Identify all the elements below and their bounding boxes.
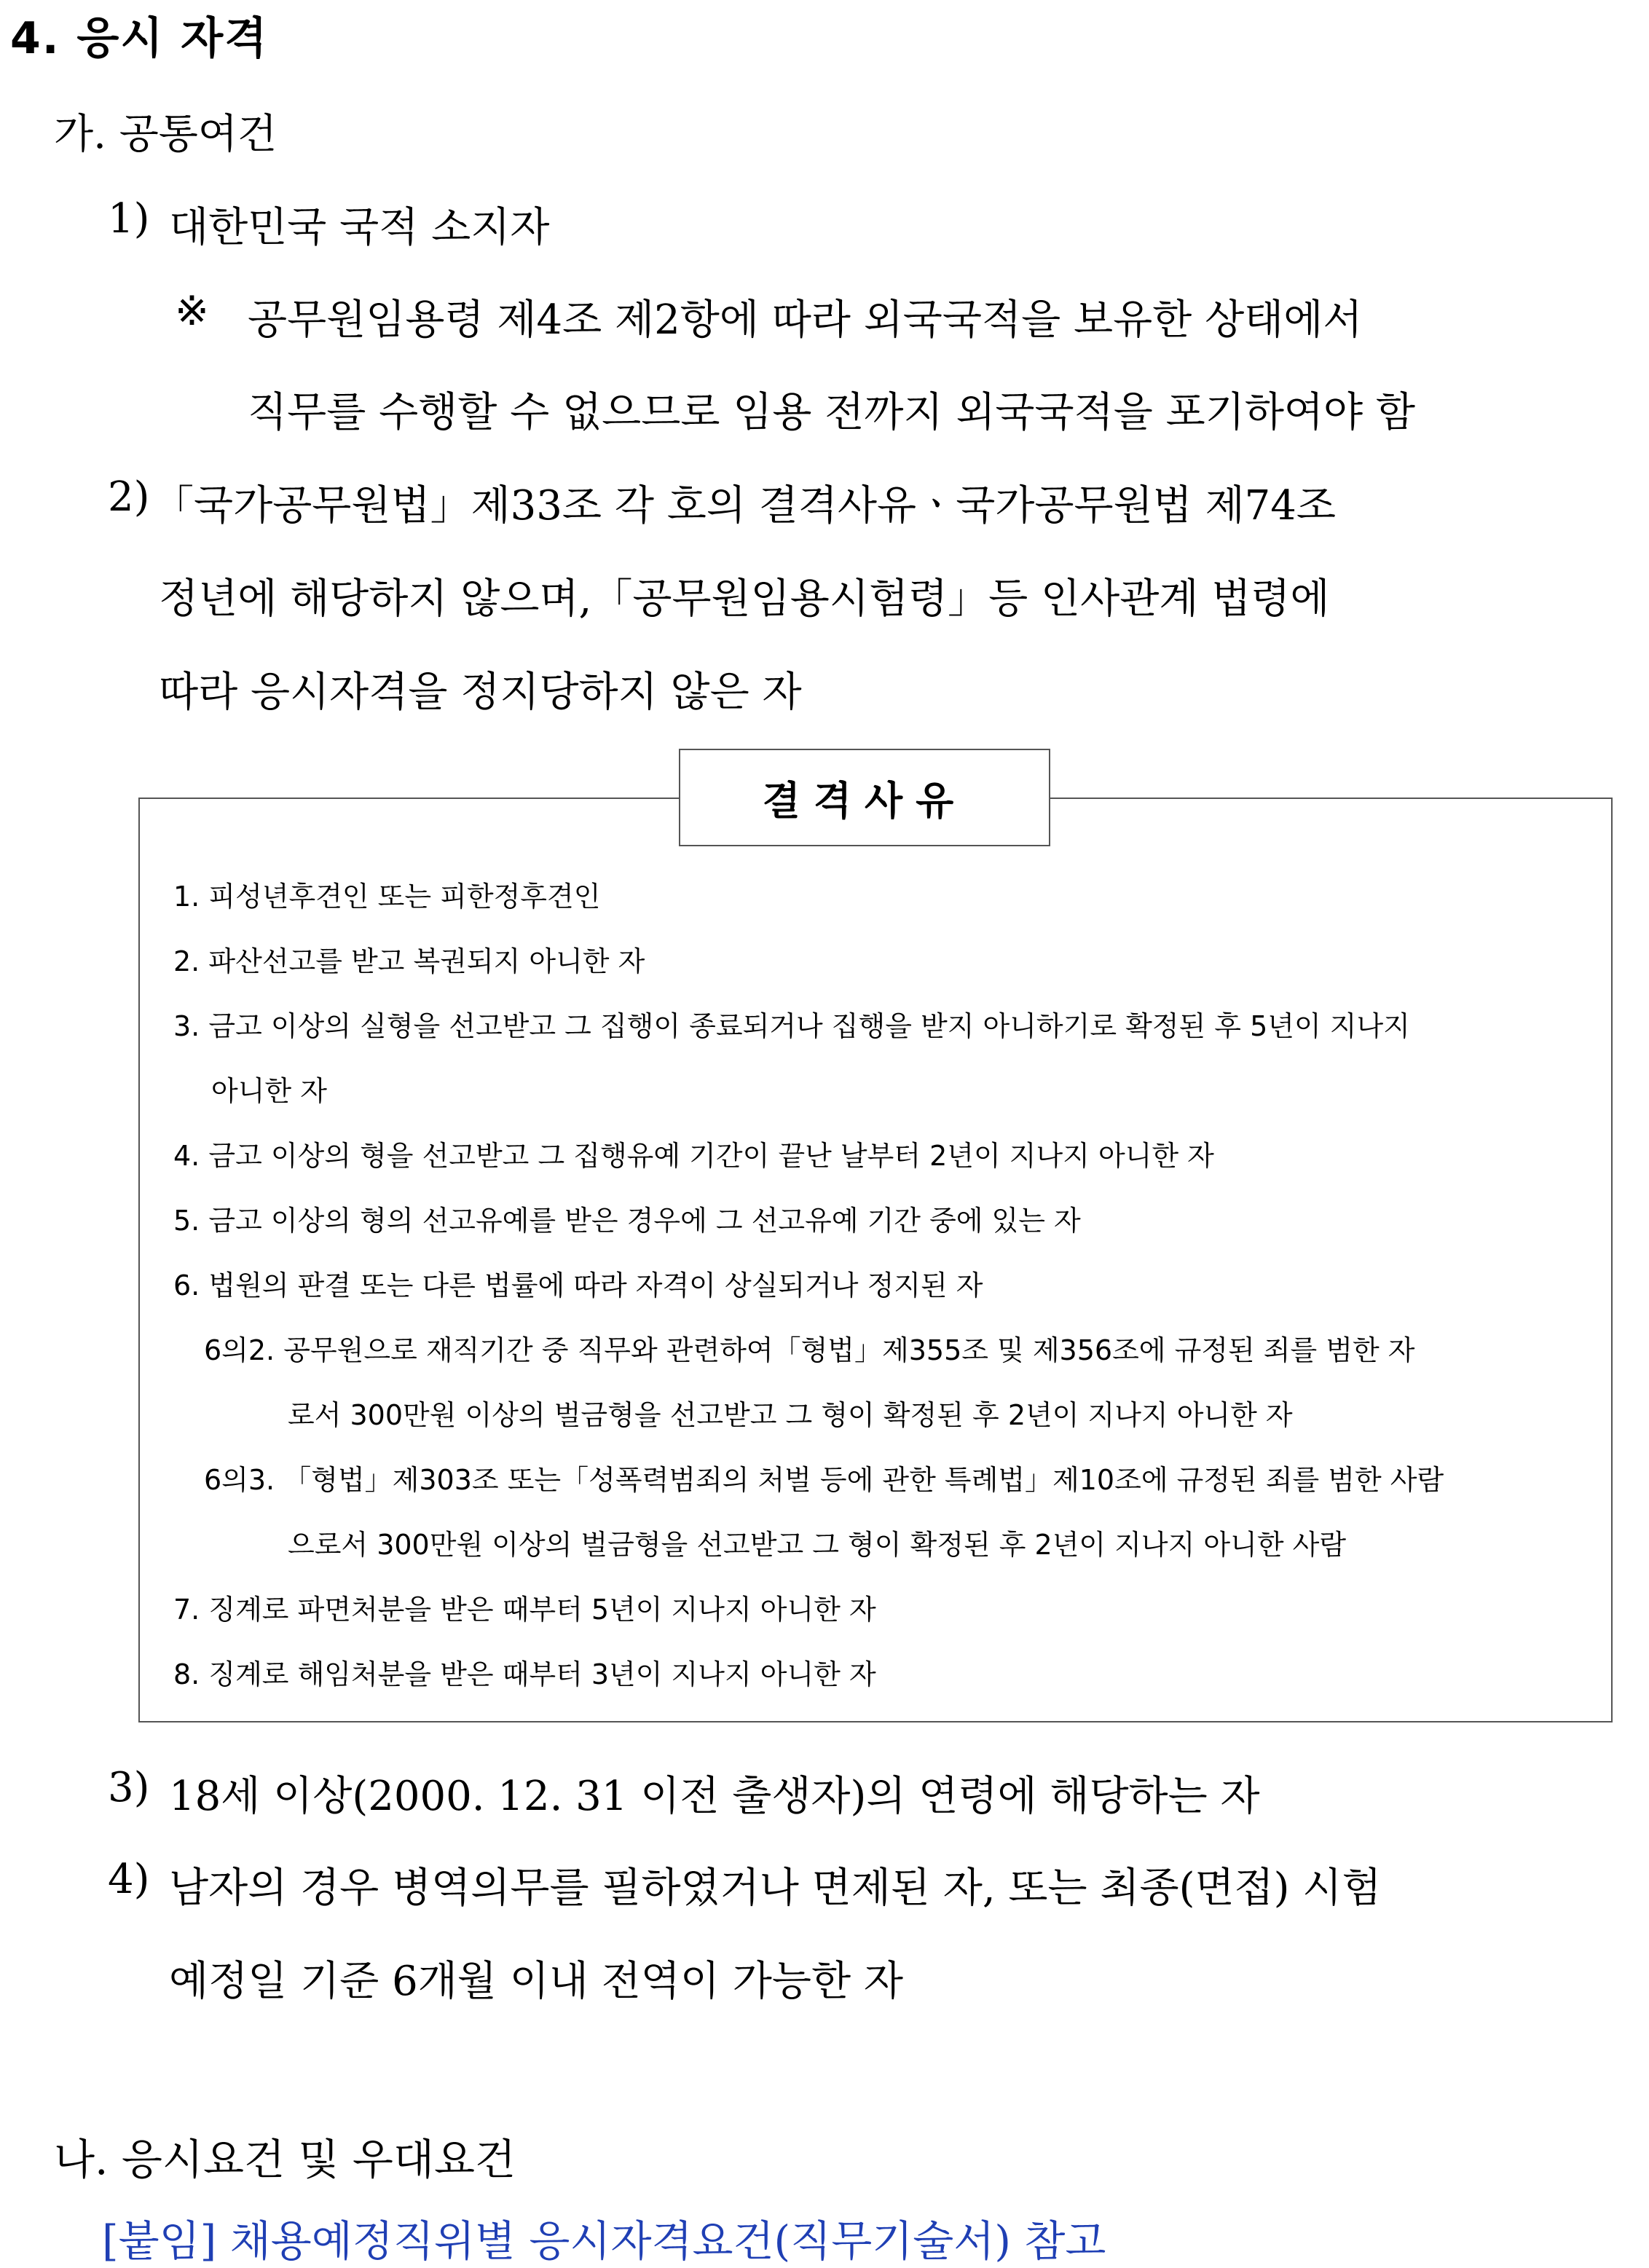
- item-1-number: 1): [108, 195, 150, 243]
- requirements-heading: 나. 응시요건 및 우대요건: [54, 2135, 516, 2184]
- list-item-text: 「형법」제303조 또는「성폭력범죄의 처벌 등에 관한 특례법」제10조에 규정된 죄를 범한 사람: [283, 1464, 1444, 1496]
- item-1-text: 대한민국 국적 소지자: [169, 204, 550, 251]
- list-item-number: 2.: [173, 945, 200, 977]
- list-item: [173, 1263, 983, 1303]
- list-item-number: 6의3.: [204, 1464, 275, 1496]
- list-item: [173, 874, 600, 914]
- list-item-continuation: 로서 300만원 이상의 벌금형을 선고받고 그 형이 확정된 후 2년이 지나지 아니한 자: [288, 1399, 1293, 1431]
- item-2-line-3: 따라 응시자격을 정지당하지 않은 자: [159, 669, 802, 716]
- list-item-number: 3.: [173, 1010, 200, 1042]
- list-item-number: 4.: [173, 1140, 200, 1172]
- list-item-number: 8.: [173, 1658, 200, 1690]
- list-item: [173, 1198, 1081, 1238]
- item-4-line-1: 남자의 경우 병역의무를 필하였거나 면제된 자, 또는 최종(면접) 시험: [169, 1865, 1382, 1912]
- list-item-text: 징계로 파면처분을 받은 때부터 5년이 지나지 아니한 자: [208, 1594, 876, 1626]
- list-item: [173, 1652, 876, 1692]
- list-item-number: 6의2.: [204, 1334, 275, 1366]
- list-item-text: 징계로 해임처분을 받은 때부터 3년이 지나지 아니한 자: [208, 1658, 876, 1690]
- list-item: [204, 1328, 1414, 1368]
- list-item-number: 6.: [173, 1269, 200, 1302]
- item-3-number: 3): [108, 1764, 150, 1811]
- list-item-text: 법원의 판결 또는 다른 법률에 따라 자격이 상실되거나 정지된 자: [208, 1269, 983, 1302]
- list-item-text: 피성년후견인 또는 피한정후견인: [208, 881, 601, 913]
- section-title: 4. 응시 자격: [10, 13, 269, 64]
- item-2-number: 2): [108, 473, 150, 521]
- list-item-number: 1.: [173, 881, 200, 913]
- list-item-text: 금고 이상의 형의 선고유예를 받은 경우에 그 선고유예 기간 중에 있는 자: [208, 1205, 1081, 1237]
- list-item-continuation: 아니한 자: [211, 1075, 327, 1107]
- note-line-2: 직무를 수행할 수 없으므로 임용 전까지 외국국적을 포기하여야 함: [248, 389, 1415, 436]
- list-item-text: 파산선고를 받고 복권되지 아니한 자: [208, 945, 645, 977]
- disqualification-title: 결격사유: [679, 749, 1050, 846]
- list-item-number: 7.: [173, 1594, 200, 1626]
- list-item-text: 공무원으로 재직기간 중 직무와 관련하여「형법」제355조 및 제356조에 규정된 죄를 범한 자: [283, 1334, 1415, 1366]
- list-item: [173, 1004, 1410, 1044]
- disqualification-box: [138, 798, 1613, 1722]
- list-item: [173, 1587, 876, 1627]
- list-item-text: 금고 이상의 형을 선고받고 그 집행유예 기간이 끝난 날부터 2년이 지나지 아니한 자: [208, 1140, 1214, 1172]
- note-line-1-text: 공무원임용령 제4조 제2항에 따라 외국국적을 보유한 상태에서: [248, 296, 1363, 344]
- list-item-text: 금고 이상의 실형을 선고받고 그 집행이 종료되거나 집행을 받지 아니하기로 확정된 후 5년이 지나지: [208, 1010, 1410, 1042]
- list-item-continuation: 으로서 300만원 이상의 벌금형을 선고받고 그 형이 확정된 후 2년이 지나지 아니한 사람: [288, 1529, 1347, 1561]
- item-4-line-2: 예정일 기준 6개월 이내 전역이 가능한 자: [169, 1958, 903, 2005]
- item-2-line-1: 「국가공무원법」제33조 각 호의 결격사유ㆍ국가공무원법 제74조: [153, 482, 1337, 529]
- item-3-text: 18세 이상(2000. 12. 31 이전 출생자)의 연령에 해당하는 자: [169, 1773, 1260, 1820]
- common-requirements-heading: 가. 공통여건: [54, 111, 278, 158]
- item-2-line-2: 정년에 해당하지 않으며,「공무원임용시험령」등 인사관계 법령에: [159, 575, 1330, 623]
- list-item-number: 5.: [173, 1205, 200, 1237]
- note-line-1: [248, 288, 1613, 346]
- note-mark: ※: [175, 288, 209, 335]
- list-item: [173, 1133, 1214, 1173]
- requirements-reference: [붙임] 채용예정직위별 응시자격요건(직무기술서) 참고: [102, 2216, 1106, 2266]
- item-4-number: 4): [108, 1856, 150, 1903]
- list-item: [204, 1457, 1444, 1497]
- list-item: [173, 939, 645, 979]
